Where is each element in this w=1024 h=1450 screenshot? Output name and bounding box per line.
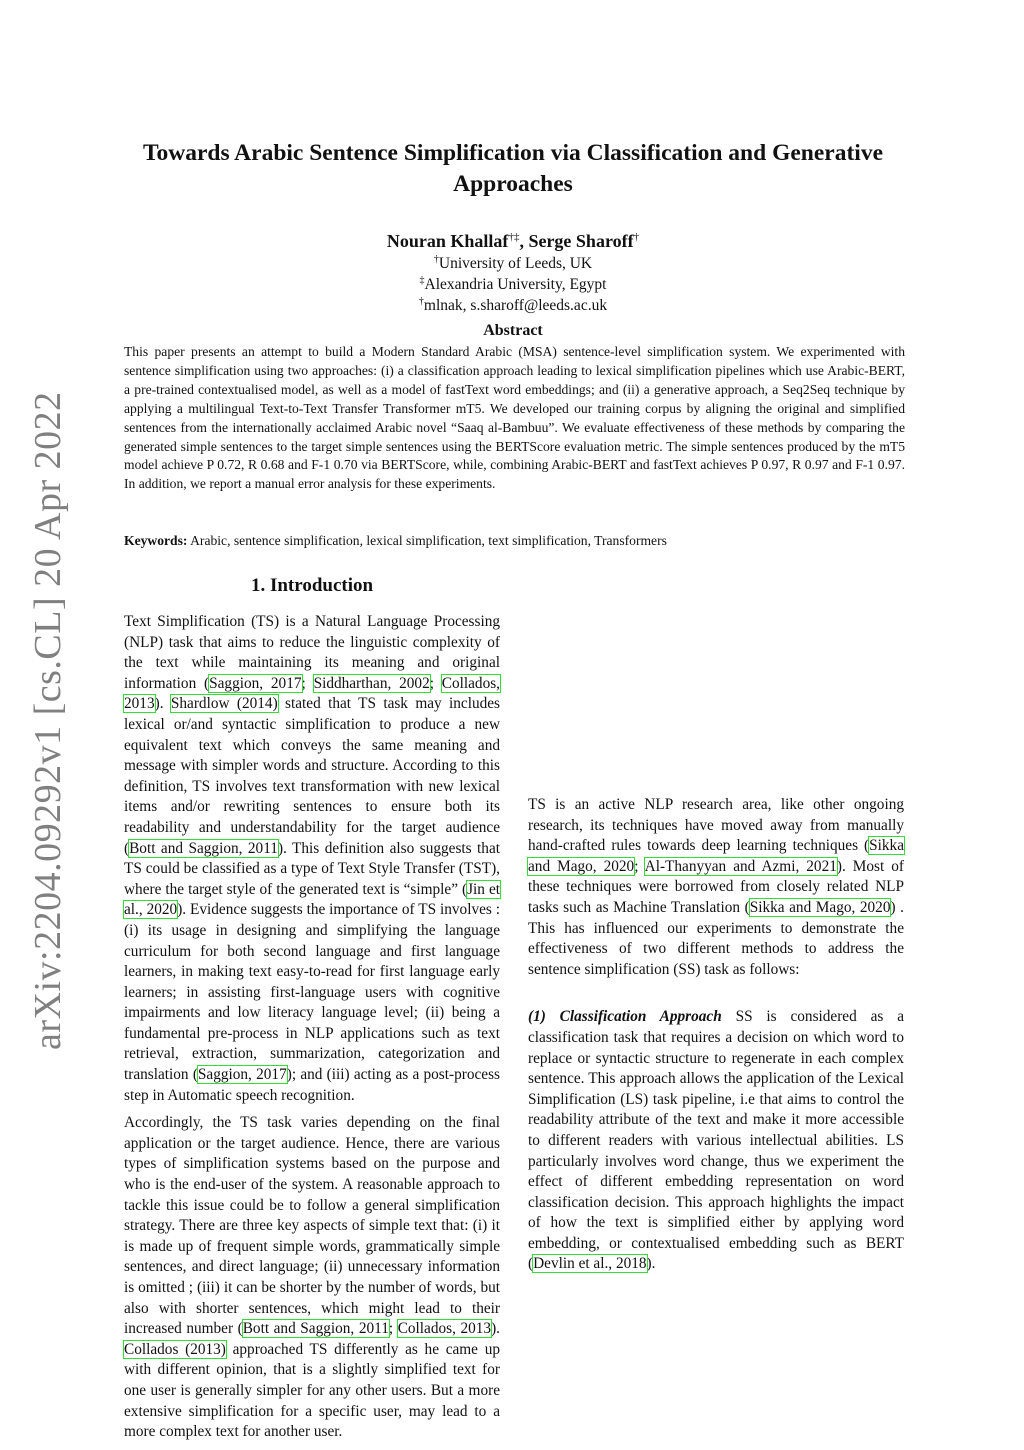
abstract-heading: Abstract <box>483 322 543 339</box>
paragraph-text: ). Evidence suggests the importance of TS involves : (i) its usage in designing and simplifying the language curriculum for both second language and first language learners, in making text easy-to-read for first language early learners; in assisting first-language users with cognitive impairments and low literacy language level; (ii) being a fundamental pre-process in NLP applications such as text retrieval, extraction, summarization, categorization and translation ( <box>124 901 500 1084</box>
affiliation-leeds <box>110 253 916 274</box>
arxiv-identifier[interactable]: arXiv:2204.09292v1 [cs.CL] 20 Apr 2022 <box>27 391 69 1050</box>
paragraph-text: approached TS differently as he came up with different opinion, that is a slightly simplified text for one user is generally simpler for any other users. But a more extensive simplification for a specific user, may lead to a more complex text for another user. <box>124 1340 500 1441</box>
affiliation-text: University of Leeds, UK <box>438 255 593 272</box>
paragraph-text: ; <box>388 1320 398 1338</box>
citation-link[interactable]: Sikka and Mago, 2020 <box>528 837 904 875</box>
paragraph-text: ). <box>646 1255 656 1273</box>
paragraph-text: TS is an active NLP research area, like other ongoing research, its techniques have moved away from manually hand-crafted rules towards deep learning techniques ( <box>528 796 904 855</box>
author-affiliation-mark: † <box>633 231 640 243</box>
paragraph-text: Text Simplification (TS) is a Natural Language Processing (NLP) task that aims to reduce the linguistic complexity of the text while maintaining its meaning and original information ( <box>124 613 500 692</box>
intro-paragraph-2-start <box>124 1113 500 1443</box>
citation-link[interactable]: Siddharthan, 2002 <box>313 674 430 692</box>
citation-link[interactable]: Collados, 2013 <box>124 674 500 713</box>
paragraph-text: SS is considered as a classification task that requires a decision on which word to replace or syntactic structure to regenerate in each complex sentence. This approach allows the application of the Lexical Simplification (LS) task pipeline, i.e that aims to control the readability attribute of the text and make it more accessible to different readers with various intellectual abilities. LS particularly involves word change, thus we experiment the effect of different embedding representation on word classification decision. This approach highlights the impact of how the text is simplified either by applying word embedding, or contextualised embedding such as BERT ( <box>528 1008 904 1273</box>
author-line: Nouran Khallaf†‡, Serge Sharoff† <box>386 231 640 251</box>
citation-link[interactable]: Devlin et al., 2018 <box>533 1255 647 1273</box>
paragraph-text: ); and (iii) acting as a post-process step in Automatic speech recognition. <box>124 1066 500 1104</box>
citation-link[interactable]: Saggion, 2017 <box>197 1066 287 1084</box>
citation-link[interactable]: Al-Thanyyan and Azmi, 2021 <box>644 857 837 875</box>
paragraph-text: ). Most of these techniques were borrowed from closely related NLP tasks such as Machine Translation ( <box>528 857 905 916</box>
paragraph-text: ) . This has influenced our experiments to demonstrate the effectiveness of two different methods to address the sentence simplification (SS) task as follows: <box>528 898 904 978</box>
keywords-line <box>124 531 905 550</box>
affiliation-mark: † <box>433 253 439 265</box>
email-text[interactable]: mlnak, s.sharoff@leeds.ac.uk <box>423 297 608 314</box>
author-name: Serge Sharoff <box>528 231 634 251</box>
author-affiliation-mark: †‡ <box>508 231 520 243</box>
paragraph-text: stated that TS task may includes lexical or/and syntactic simplification to produce a new equivalent text which conveys the same meaning and message with simpler words and structure. According to this definition, TS involves text transformation with new lexical items and/or rewriting sentences to ensure both its readability and understandability for the target audience ( <box>124 695 500 857</box>
citation-link[interactable]: Sikka and Mago, 2020 <box>749 898 891 916</box>
citation-link[interactable]: Bott and Saggion, 2011 <box>129 839 278 857</box>
subheading-classification-approach: (1) Classification Approach <box>528 1008 722 1026</box>
intro-paragraph-3 <box>528 795 904 980</box>
author-name: Nouran Khallaf <box>386 231 509 251</box>
right-column <box>528 795 904 1282</box>
paragraph-text: ). <box>154 695 171 713</box>
citation-link[interactable]: Shardlow (2014) <box>170 695 278 713</box>
citation-link[interactable]: Bott and Saggion, 2011 <box>242 1320 389 1338</box>
paragraph-text: ; <box>429 674 442 692</box>
paragraph-text: ). This definition also suggests that TS could be classified as a type of Text Style Transfer (TST), where the target style of the generated text is “simple” ( <box>124 839 500 898</box>
affiliation-text: Alexandria University, Egypt <box>424 276 607 293</box>
abstract-body: This paper presents an attempt to build a Modern Standard Arabic (MSA) sentence-level simplification system. We experimented with sentence simplification using two approaches: (i) a classification approach leading to lexical simplification pipelines which use Arabic-BERT, a pre-trained contextualised model, as well as a model of fastText word embeddings; and (ii) a generative approach, a Seq2Seq technique by applying a multilingual Text-to-Text Transfer Transformer mT5. We developed our training corpus by aligning the original and simplified sentences from the internationally acclaimed Arabic novel “Saaq al-Bambuu”. We evaluate effectiveness of these methods by comparing the generated simple sentences to the target simple sentences using the BERTScore evaluation metric. The simple sentences produced by the mT5 model achieve P 0.72, R 0.68 and F-1 0.70 via BERTScore, while, combining Arabic-BERT and fastText achieves P 0.97, R 0.97 and F-1 0.97. In addition, we report a manual error analysis for these experiments. <box>124 344 905 492</box>
section-heading-introduction: 1. Introduction <box>250 575 374 596</box>
affiliation-mark: ‡ <box>419 274 425 286</box>
affiliation-mark: † <box>418 295 424 307</box>
keywords-label: Keywords: <box>124 533 188 548</box>
citation-link[interactable]: Collados (2013) <box>124 1340 226 1358</box>
paragraph-text: ; <box>301 674 314 692</box>
paragraph-text: ; <box>634 857 645 875</box>
citation-link[interactable]: Collados, 2013 <box>397 1320 492 1338</box>
author-emails <box>110 295 916 316</box>
left-column <box>124 573 500 1450</box>
paper-title: Towards Arabic Sentence Simplification via Classification and Generative Approaches <box>142 140 884 197</box>
intro-paragraph-1 <box>124 612 500 1106</box>
citation-link[interactable]: Jin et al., 2020 <box>124 880 500 919</box>
keywords-text: Arabic, sentence simplification, lexical simplification, text simplification, Transformers <box>190 533 667 548</box>
affiliation-alexandria <box>110 274 916 295</box>
paragraph-text: ). <box>491 1320 500 1338</box>
citation-link[interactable]: Saggion, 2017 <box>209 674 302 692</box>
paragraph-text: Accordingly, the TS task varies depending on the final application or the target audience. Hence, there are various types of simplification systems based on the purpose and who is the end-user of the system. A reasonable approach to tackle this issue could be to follow a general simplification strategy. There are three key aspects of simple text that: (i) it is made up of frequent simple words, grammatically simple sentences, and direct language; (ii) unnecessary information is omitted ; (iii) it can be shorter by the number of words, but also with shorter sentences, which might lead to their increased number ( <box>124 1114 500 1338</box>
classification-approach-paragraph <box>528 1007 904 1275</box>
